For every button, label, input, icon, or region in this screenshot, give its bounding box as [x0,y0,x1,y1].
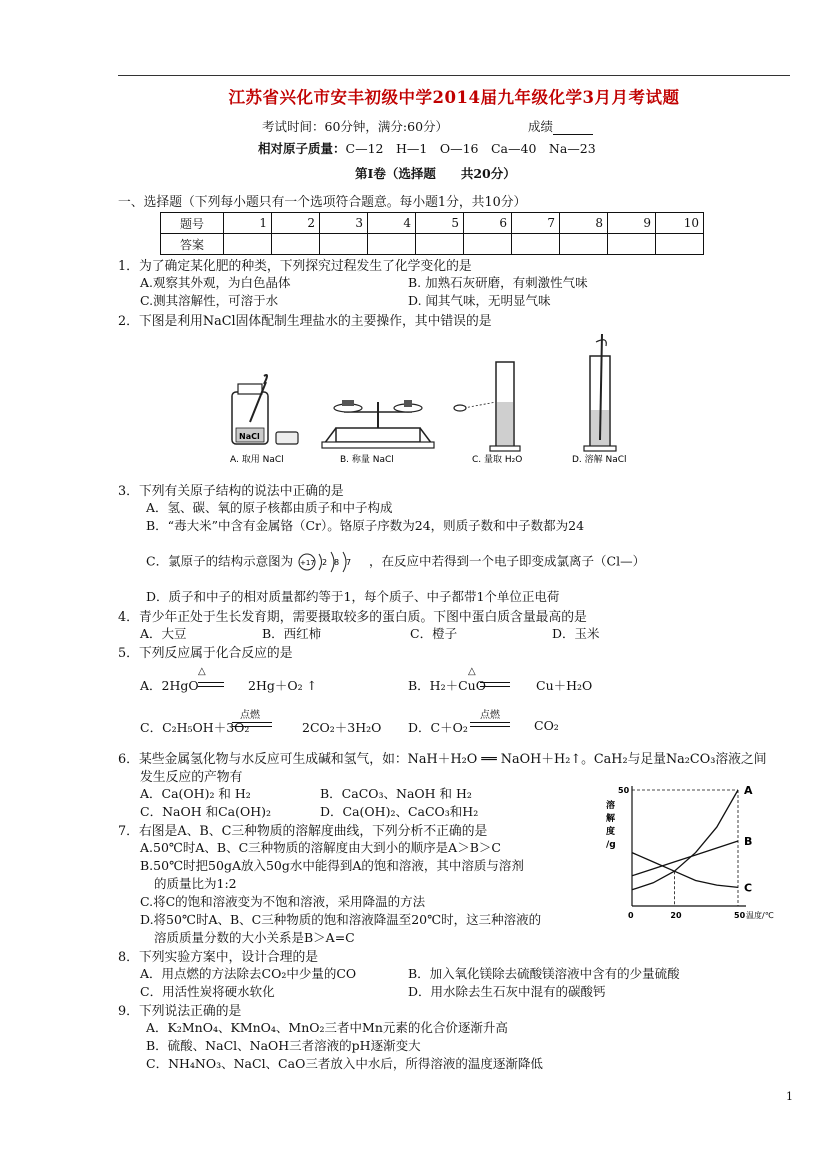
shell-electrons: 8 [334,558,340,567]
atomic-masses [258,139,596,157]
q6-stem-2: 发生反应的产物有 [140,770,243,785]
score-label: 成绩 [528,119,554,134]
q3-option-c [146,551,645,573]
question-number-cell: 1 [224,213,272,234]
x-tick-label: 20 [670,911,682,920]
equation-arrow [480,682,510,687]
q1-option-d: D. 闻其气味，无明显气味 [408,293,551,308]
q5-option-d-right: CO₂ [534,718,559,733]
question-number-cell: 6 [464,213,512,234]
x-tick-label: 50 [734,911,746,920]
q6-option-d: D．Ca(OH)₂、CaCO₃和H₂ [320,804,479,819]
q5-option-c-right: 2CO₂＋3H₂O [302,720,382,735]
table-row-label: 答案 [161,234,224,255]
y-axis-label: 度 [606,827,616,837]
series-label-c: C [744,881,753,895]
question-number-cell: 7 [512,213,560,234]
section-title: 第Ⅰ卷（选择题 共20分） [355,166,516,181]
q2-stem: 2．下图是利用NaCl固体配制生理盐水的主要操作，其中错误的是 [118,314,492,329]
answer-cell[interactable] [224,234,272,255]
q5-c-condition: 点燃 [240,710,260,721]
q9-option-a: A．K₂MnO₄、KMnO₄、MnO₂三者中Mn元素的化合价逐渐升高 [146,1020,508,1035]
q5-a-condition: △ [198,666,206,677]
q7-option-a: A.50℃时A、B、C三种物质的溶解度由大到小的顺序是A＞B＞C [140,840,501,855]
q8-stem: 8．下列实验方案中，设计合理的是 [118,950,319,965]
q4-option-b: B．西红柿 [262,626,322,641]
q9-stem: 9．下列说法正确的是 [118,1004,242,1019]
series-line-b [632,841,738,876]
header-rule [118,75,790,76]
shell-electrons: 2 [322,558,328,567]
series-label-a: A [744,784,753,797]
q6-option-c: C．NaOH 和Ca(OH)₂ [140,804,272,819]
answer-table-answer-row [161,234,704,255]
q7-stem: 7．右图是A、B、C三种物质的溶解度曲线，下列分析不正确的是 [118,824,488,839]
shell-electrons: 7 [346,558,352,567]
score-field [528,117,593,135]
q5-option-c-left: C．C₂H₅OH＋3O₂ [140,720,250,735]
q7-option-d-line2: 溶质质量分数的大小关系是B＞A=C [154,930,355,945]
q1-stem: 1．为了确定某化肥的种类，下列探究过程发生了化学变化的是 [118,259,472,274]
q5-d-condition: 点燃 [480,710,500,721]
q5-stem: 5．下列反应属于化合反应的是 [118,646,293,661]
question-number-cell: 4 [368,213,416,234]
x-axis-label: 温度/℃ [746,911,774,920]
question-number-cell: 5 [416,213,464,234]
balance-scale-icon [322,400,434,448]
q8-option-c: C．用活性炭将硬水软化 [140,984,275,999]
atomic-mass-values: C—12 H—1 O—16 Ca—40 Na—23 [345,141,596,156]
part1-heading: 一、选择题（下列每小题只有一个选项符合题意。每小题1分，共10分） [118,195,527,210]
q4-option-d: D．玉米 [552,626,600,641]
bottle-label: NaCl [239,432,260,441]
q3-stem: 3．下列有关原子结构的说法中正确的是 [118,484,344,499]
score-blank [553,122,593,135]
y-axis-label: /g [606,840,616,850]
q6-option-a: A．Ca(OH)₂ 和 H₂ [140,786,251,801]
series-label-b: B [744,835,753,849]
q4-option-a: A．大豆 [140,626,187,641]
q5-option-d-left: D．C＋O₂ [408,720,468,735]
question-number-cell: 2 [272,213,320,234]
q9-option-c: C．NH₄NO₃、NaCl、CaO三者放入中水后，所得溶液的温度逐渐降低 [146,1056,543,1071]
answer-table-number-row [161,213,704,234]
exam-info: 考试时间：60分钟，满分:60分） [262,119,449,134]
page-number: 1 [786,1090,793,1103]
q7-option-c: C.将C的饱和溶液变为不饱和溶液，采用降温的方法 [140,894,426,909]
chlorine-atom-diagram-icon [297,551,365,573]
q4-option-c: C．橙子 [410,626,458,641]
q7-option-b-line2: 的质量比为1:2 [154,876,237,891]
table-row-label: 题号 [161,213,224,234]
q6-stem: 6．某些金属氢化物与水反应可生成碱和氢气，如：NaH＋H₂O ══ NaOH＋H₂↑。CaH₂与足量Na₂CO₃溶液之间 [118,752,767,767]
y-axis-label: 溶 [606,801,616,811]
question-number-cell: 3 [320,213,368,234]
q7-option-d-line1: D.将50℃时A、B、C三种物质的饱和溶液降温至20℃时，这三种溶液的 [140,912,542,927]
answer-table [160,212,704,255]
answer-cell[interactable] [608,234,656,255]
answer-cell[interactable] [272,234,320,255]
q1-option-a: A.观察其外观，为白色晶体 [140,275,291,290]
q5-b-condition: △ [468,666,476,677]
q1-option-b: B. 加熟石灰研磨，有刺激性气味 [408,275,588,290]
q2-figure [228,332,648,472]
q7-option-b-line1: B.50℃时把50gA放入50g水中能得到A的饱和溶液，其中溶质与溶剂 [140,858,524,873]
equation-arrow [198,682,224,687]
q8-option-d: D．用水除去生石灰中混有的碳酸钙 [408,984,606,999]
question-number-cell: 10 [656,213,704,234]
answer-cell[interactable] [656,234,704,255]
solubility-chart [600,778,790,928]
graduated-cylinder-icon [454,362,520,451]
fig-caption-c: C. 量取 H₂O [472,455,523,465]
q3-option-b: B．“毒大米”中含有金属铬（Cr）。铬原子序数为24，则质子数和中子数都为24 [146,518,585,533]
reagent-bottle-icon [232,375,298,444]
q8-option-b: B．加入氧化镁除去硫酸镁溶液中含有的少量硫酸 [408,966,680,981]
equation-arrow [470,722,510,727]
equation-arrow [232,722,272,727]
q3-option-c-text: C．氯原子的结构示意图为 [146,553,294,569]
q3-option-c-text-2: ，在反应中若得到一个电子即变成氯离子（Cl—） [369,553,646,569]
question-number-cell: 9 [608,213,656,234]
q5-option-b-left: B．H₂＋CuO [408,678,486,693]
q1-option-c: C.测其溶解性，可溶于水 [140,293,279,308]
q5-option-b-right: Cu＋H₂O [536,678,593,693]
answer-cell[interactable] [416,234,464,255]
fig-caption-b: B. 称量 NaCl [340,455,394,465]
atomic-mass-label: 相对原子质量： [258,141,346,156]
document-title: 江苏省兴化市安丰初级中学2014届九年级化学3月月考试题 [228,88,680,107]
dissolving-cylinder-icon [584,334,616,451]
x-tick-label: 0 [628,911,634,920]
q3-option-a: A．氢、碳、氧的原子核都由质子和中子构成 [146,500,393,515]
question-number-cell: 8 [560,213,608,234]
q8-option-a: A．用点燃的方法除去CO₂中少量的CO [140,966,357,981]
answer-cell[interactable] [512,234,560,255]
series-line-a [632,790,738,890]
q5-option-a-right: 2Hg＋O₂ ↑ [248,678,318,693]
fig-caption-a: A. 取用 NaCl [230,455,284,465]
answer-cell[interactable] [368,234,416,255]
answer-cell[interactable] [560,234,608,255]
q5-option-a-left: A．2HgO [140,678,199,693]
q3-option-d: D．质子和中子的相对质量都约等于1，每个质子、中子都带1个单位正电荷 [146,589,560,604]
y-tick-label: 50 [618,786,630,795]
nucleus-charge: +17 [300,559,315,567]
answer-cell[interactable] [320,234,368,255]
q9-option-b: B．硫酸、NaCl、NaOH三者溶液的pH逐渐变大 [146,1038,421,1053]
q4-stem: 4．青少年正处于生长发育期，需要摄取较多的蛋白质。下图中蛋白质含量最高的是 [118,610,587,625]
fig-caption-d: D. 溶解 NaCl [572,455,627,465]
q6-option-b: B．CaCO₃、NaOH 和 H₂ [320,786,472,801]
y-axis-label: 解 [606,814,616,824]
answer-cell[interactable] [464,234,512,255]
